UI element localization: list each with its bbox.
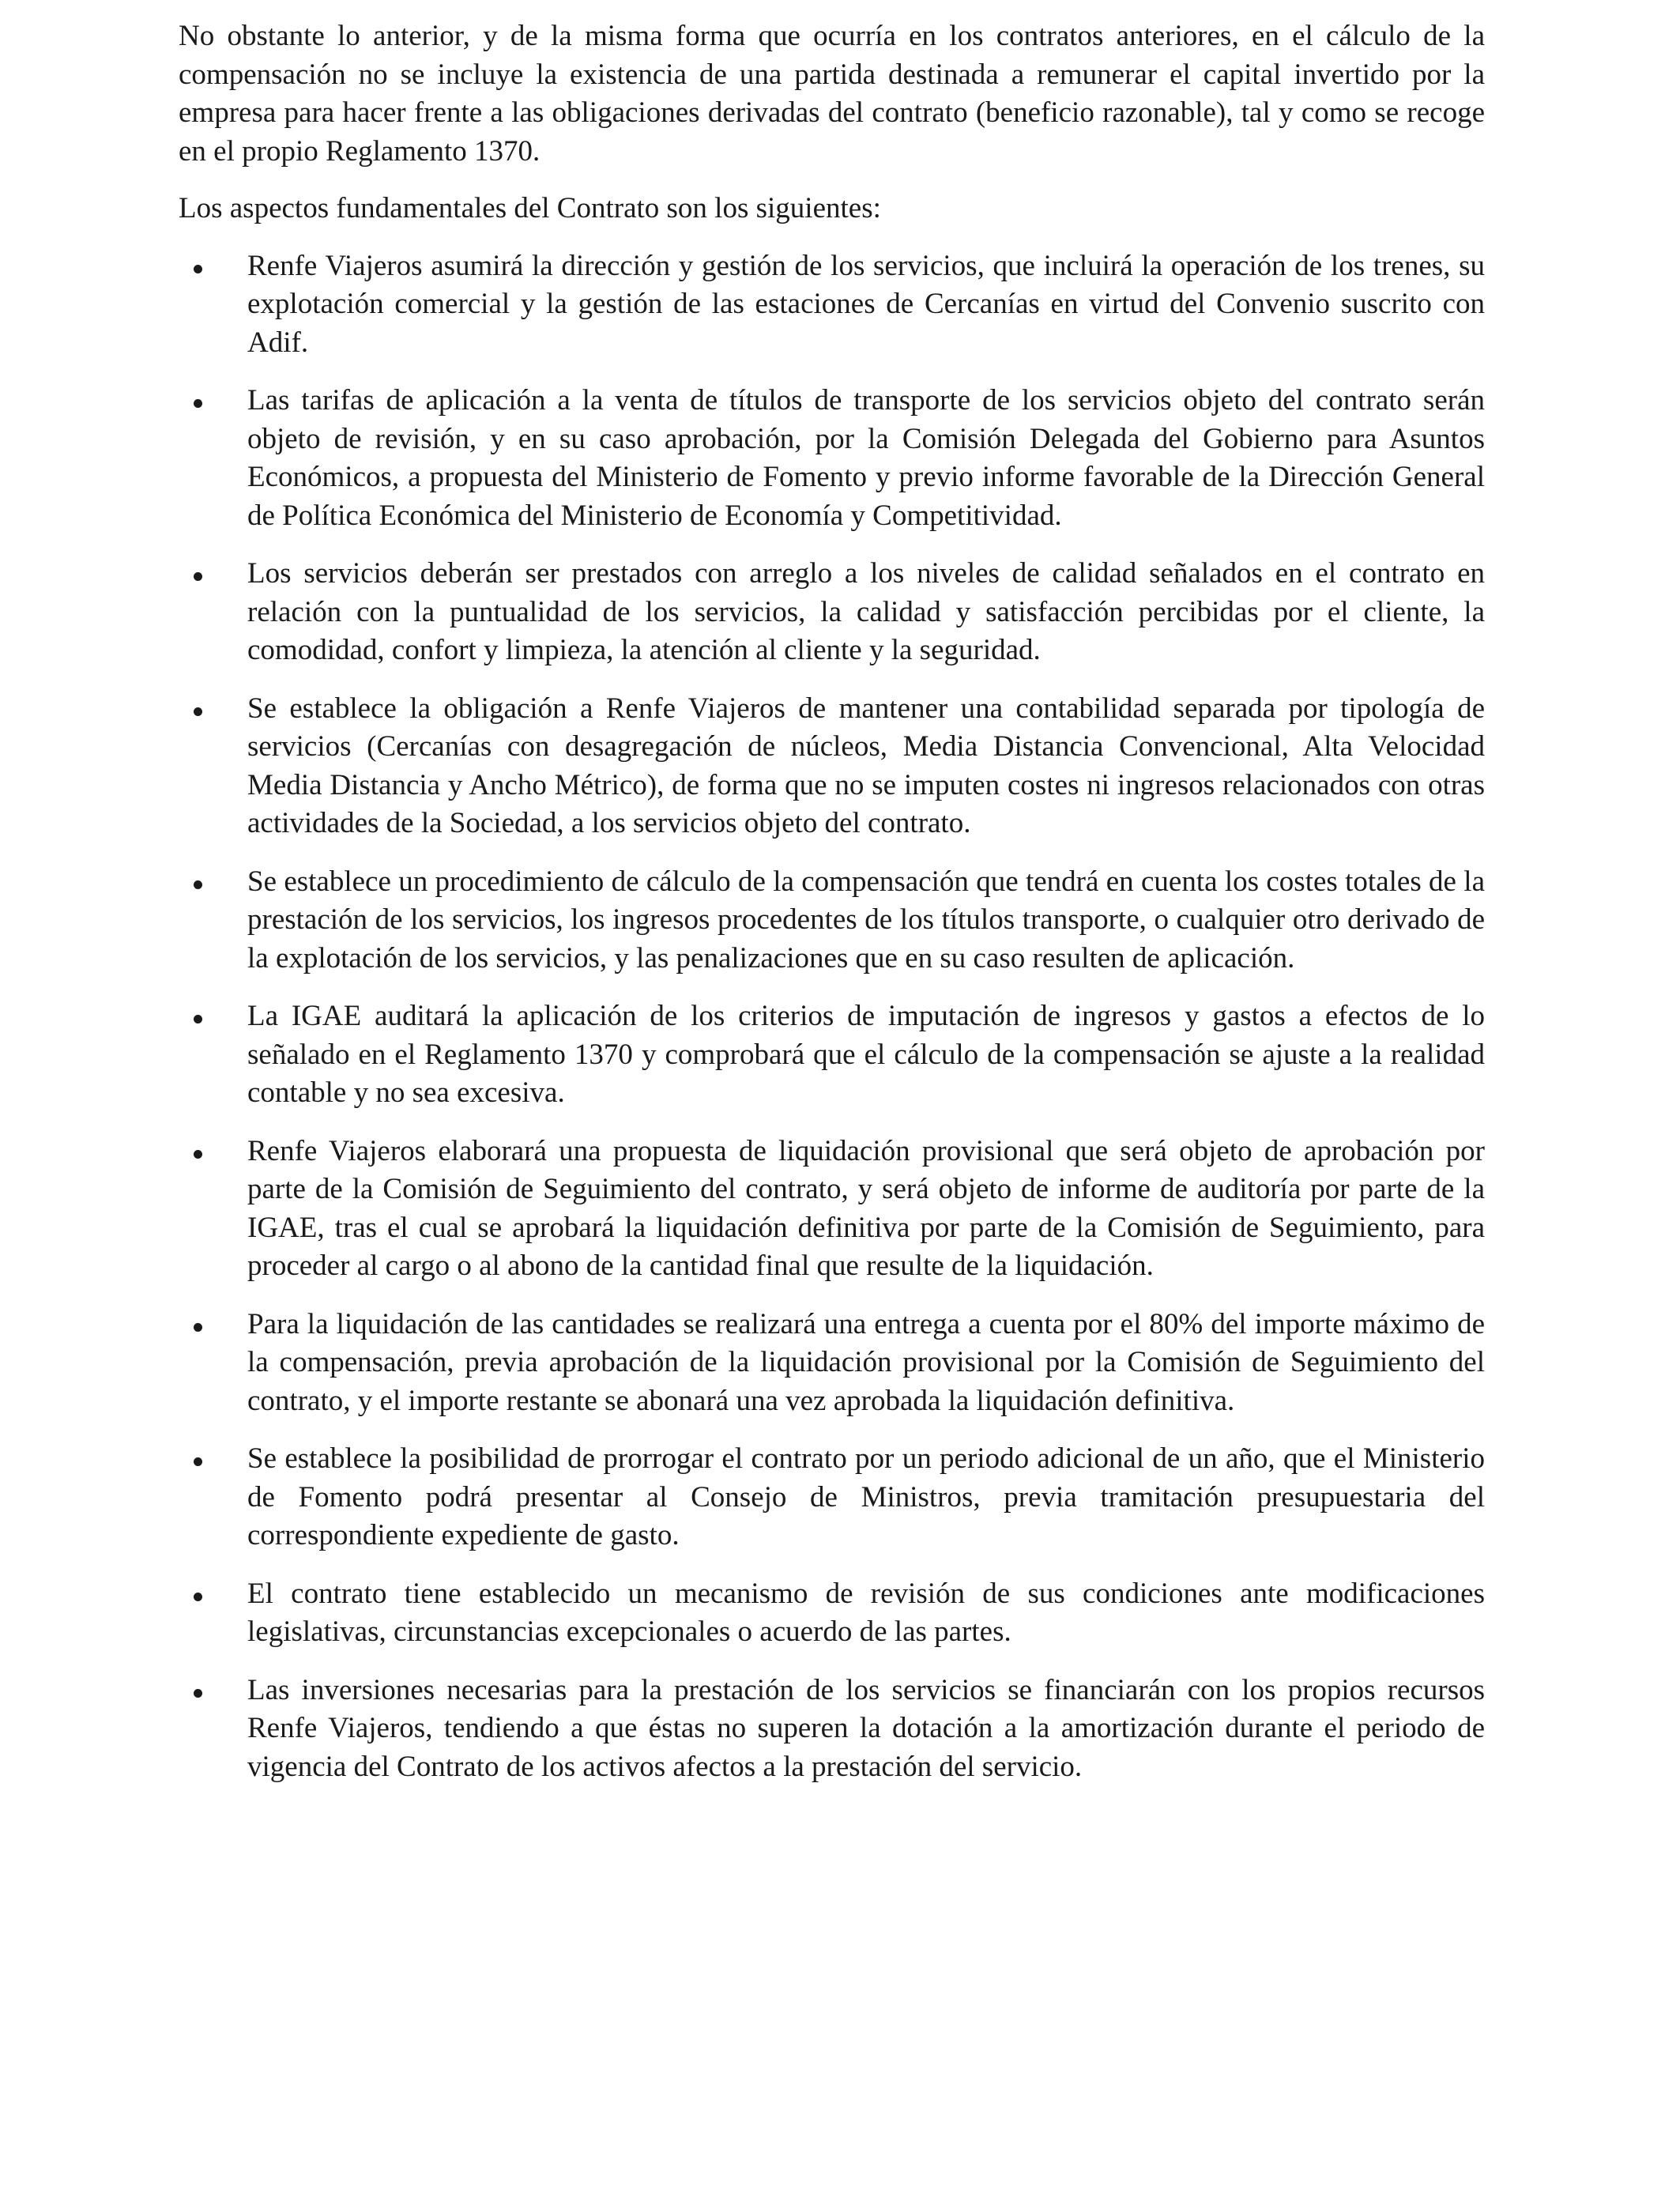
bullet-icon: [194, 1150, 202, 1159]
bullet-icon: [194, 880, 202, 889]
bullet-icon: [194, 1015, 202, 1023]
bullet-icon: [194, 1457, 202, 1466]
bullet-icon: [194, 1689, 202, 1698]
bullet-icon: [194, 265, 202, 273]
list-item: [179, 997, 1485, 1113]
list-item: [179, 1306, 1485, 1421]
list-item-text: Las tarifas de aplicación a la venta de títulos de transporte de los servicios objeto del contrato serán objeto de revisión, y en su caso aprobación, por la Comisión Delegada del Gobierno para Asuntos Económicos, a propuesta del Ministerio de Fomento y previo informe favorable de la Dirección General de Política Económica del Ministerio de Economía y Competitividad.: [247, 384, 1485, 532]
bullet-icon: [194, 399, 202, 408]
bullet-icon: [194, 1593, 202, 1601]
list-item: [179, 1575, 1485, 1652]
list-intro-paragraph: Los aspectos fundamentales del Contrato son los siguientes:: [179, 192, 881, 224]
list-item-text: El contrato tiene establecido un mecanismo de revisión de sus condiciones ante modificaciones legislativas, circunstancias excepcionales o acuerdo de las partes.: [247, 1577, 1485, 1648]
list-item: [179, 247, 1485, 363]
bullet-icon: [194, 572, 202, 581]
list-item: [179, 1672, 1485, 1787]
bullet-icon: [194, 1323, 202, 1332]
list-item-text: Renfe Viajeros elaborará una propuesta de liquidación provisional que será objeto de aprobación por parte de la Comisión de Seguimiento del contrato, y será objeto de informe de auditoría por parte de la IGAE, tras el cual se aprobará la liquidación definitiva por parte de la Comisión de Seguimiento, para proceder al cargo o al abono de la cantidad final que resulte de la liquidación.: [247, 1134, 1485, 1282]
bullet-icon: [194, 707, 202, 716]
list-item-text: Las inversiones necesarias para la prestación de los servicios se financiarán con los propios recursos Renfe Viajeros, tendiendo a que éstas no superen la dotación a la amortización durante el periodo de vigencia del Contrato de los activos afectos a la prestación del servicio.: [247, 1673, 1485, 1783]
list-item: [179, 863, 1485, 978]
list-item-text: Se establece un procedimiento de cálculo de la compensación que tendrá en cuenta los costes totales de la prestación de los servicios, los ingresos procedentes de los títulos transporte, o cualquier otro derivado de la explotación de los servicios, y las penalizaciones que en su caso resulten de aplicación.: [247, 865, 1485, 974]
bullet-list: [179, 247, 1485, 1787]
list-item-text: Se establece la posibilidad de prorrogar el contrato por un periodo adicional de un año, que el Ministerio de Fomento podrá presentar al Consejo de Ministros, previa tramitación presupuestaria del correspondiente expediente de gasto.: [247, 1442, 1485, 1551]
document-page: [179, 17, 1485, 1806]
list-item: [179, 555, 1485, 670]
list-item-text: Renfe Viajeros asumirá la dirección y gestión de los servicios, que incluirá la operación de los trenes, su explotación comercial y la gestión de las estaciones de Cercanías en virtud del Convenio suscrito con Adif.: [247, 249, 1485, 359]
list-item-text: Para la liquidación de las cantidades se realizará una entrega a cuenta por el 80% del importe máximo de la compensación, previa aprobación de la liquidación provisional por la Comisión de Seguimiento del contrato, y el importe restante se abonará una vez aprobada la liquidación definitiva.: [247, 1307, 1485, 1417]
list-item-text: Se establece la obligación a Renfe Viajeros de mantener una contabilidad separada por tipología de servicios (Cercanías con desagregación de núcleos, Media Distancia Convencional, Alta Velocidad Media Distancia y Ancho Métrico), de forma que no se imputen costes ni ingresos relacionados con otras actividades de la Sociedad, a los servicios objeto del contrato.: [247, 692, 1485, 839]
list-item: [179, 690, 1485, 843]
list-item-text: La IGAE auditará la aplicación de los criterios de imputación de ingresos y gastos a efectos de lo señalado en el Reglamento 1370 y comprobará que el cálculo de la compensación se ajuste a la realidad contable y no sea excesiva.: [247, 1000, 1485, 1109]
list-item-text: Los servicios deberán ser prestados con arreglo a los niveles de calidad señalados en el contrato en relación con la puntualidad de los servicios, la calidad y satisfacción percibidas por el cliente, la comodidad, confort y limpieza, la atención al cliente y la seguridad.: [247, 557, 1485, 666]
list-item: [179, 1133, 1485, 1286]
intro-paragraph: No obstante lo anterior, y de la misma forma que ocurría en los contratos anteriores, en el cálculo de la compensación no se incluye la existencia de una partida destinada a remunerar el capital invertido por la empresa para hacer frente a las obligaciones derivadas del contrato (beneficio razonable), tal y como se recoge en el propio Reglamento 1370.: [179, 20, 1485, 168]
list-item: [179, 382, 1485, 535]
list-item: [179, 1440, 1485, 1555]
